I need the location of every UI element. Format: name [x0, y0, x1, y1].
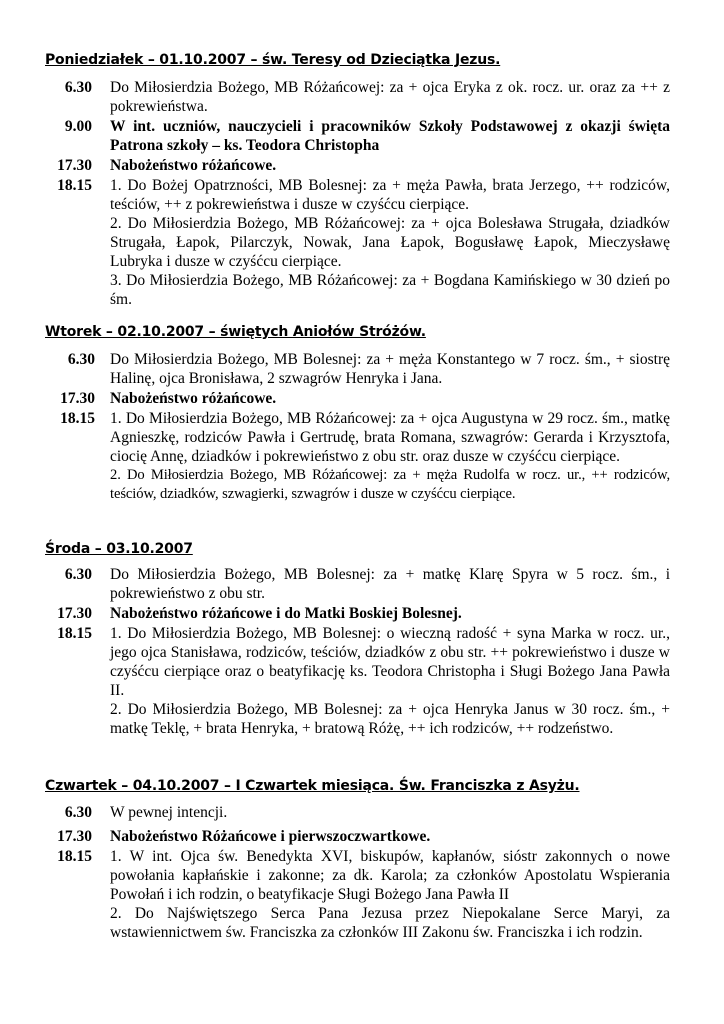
intention-text: 2. Do Miłosierdzia Bożego, MB Bolesnej: za + ojca Henryka Janus w 30 rocz. śm., + matkę Teklę, + brata Henryka, + bratową Różę, ++ ich rodziców, ++ rodzeństwo. — [110, 701, 670, 737]
intention-text: Nabożeństwo różańcowe. — [110, 157, 277, 174]
devotion-entry — [110, 827, 670, 846]
intention-text: 3. Do Miłosierdzia Bożego, MB Różańcowej: za + Bogdana Kamińskiego w 30 dzień po śm. — [110, 272, 670, 308]
devotion-entry — [110, 389, 670, 408]
devotion-entry — [110, 604, 670, 623]
intention-entry — [110, 565, 670, 603]
intention-entry — [110, 847, 670, 942]
day-heading-wednesday: Środa – 03.10.2007 — [45, 541, 193, 557]
intention-text: 1. W int. Ojca św. Benedykta XVI, biskupów, kapłanów, sióstr zakonnych o nowe powołania kapłańskie i zakonne; za dk. Karola; za członków Apostolatu Wspierania Powołań i ich rodzin, o beatyfikacje Sługi Bożego Jana Pawła II — [110, 848, 670, 903]
intention-text: W int. uczniów, nauczycieli i pracowników Szkoły Podstawowej z okazji święta Patrona szkoły – ks. Teodora Christopha — [110, 118, 670, 154]
intention-text: Do Miłosierdzia Bożego, MB Bolesnej: za + męża Konstantego w 7 rocz. śm., + siostrę Halinę, ojca Bronisława, 2 szwagrów Henryka i Jana. — [110, 351, 670, 387]
intention-entry — [110, 78, 670, 116]
time-label: 17.30 — [57, 605, 92, 622]
time-label: 18.15 — [57, 177, 92, 194]
devotion-entry — [110, 156, 670, 175]
time-label: 17.30 — [57, 828, 92, 845]
intention-text: 2. Do Miłosierdzia Bożego, MB Różańcowej: za + męża Rudolfa w rocz. ur., ++ rodziców, teściów, dziadków, szwagierki, szwagrów i dusze w czyśćcu cierpiące. — [110, 467, 670, 502]
day-heading-monday: Poniedziałek – 01.10.2007 – św. Teresy od Dzieciątka Jezus. — [45, 52, 501, 68]
intention-entry — [110, 803, 670, 822]
time-label: 6.30 — [64, 566, 92, 583]
intention-text: 1. Do Miłosierdzia Bożego, MB Bolesnej: o wieczną radość + syna Marka w rocz. ur., jego ojca Stanisława, rodziców, teściów, dziadków z obu str. ++ pokrewieństwo i dusze w czyśćcu cierpiące oraz o beatyfikację ks. Teodora Christopha i Sługi Bożego Jana Pawła II. — [110, 625, 670, 699]
intention-text: 2. Do Najświętszego Serca Pana Jezusa przez Niepokalane Serce Maryi, za wstawiennictwem św. Franciszka za członków III Zakonu św. Franciszka i ich rodzin. — [110, 905, 670, 941]
time-label: 18.15 — [57, 848, 92, 865]
day-heading-thursday: Czwartek – 04.10.2007 – I Czwartek miesiąca. Św. Franciszka z Asyżu. — [45, 778, 580, 794]
intention-text: 2. Do Miłosierdzia Bożego, MB Różańcowej: za + ojca Bolesława Strugała, dziadków Strugała, Łapok, Pilarczyk, Nowak, Jana Łapok, Bogusławę Łapok, Mieczysławę Lubryka i dusze w czyśćcu cierpiące. — [110, 215, 670, 270]
intention-entry — [110, 624, 670, 738]
intention-text: Do Miłosierdzia Bożego, MB Różańcowej: za + ojca Eryka z ok. rocz. ur. oraz za ++ z pokrewieństwa. — [110, 79, 670, 115]
time-label: 18.15 — [60, 410, 95, 427]
intention-entry — [110, 350, 670, 388]
intention-text: Nabożeństwo różańcowe i do Matki Boskiej Bolesnej. — [110, 605, 462, 622]
intention-entry — [110, 176, 670, 309]
time-label: 17.30 — [60, 390, 95, 407]
intention-text: Nabożeństwo Różańcowe i pierwszoczwartkowe. — [110, 828, 431, 845]
time-label: 6.30 — [67, 351, 95, 368]
intention-text: Do Miłosierdzia Bożego, MB Bolesnej: za + matkę Klarę Spyra w 5 rocz. śm., i pokrewieństwo z obu str. — [110, 566, 670, 602]
time-label: 6.30 — [64, 804, 92, 821]
intention-text: 1. Do Bożej Opatrzności, MB Bolesnej: za + męża Pawła, brata Jerzego, ++ rodziców, teściów, ++ z pokrewieństwa i dusze w czyśćcu cierpiące. — [110, 177, 670, 213]
time-label: 18.15 — [57, 625, 92, 642]
time-label: 9.00 — [64, 118, 92, 135]
time-label: 17.30 — [57, 157, 92, 174]
intention-text: W pewnej intencji. — [110, 804, 228, 821]
intention-entry — [110, 117, 670, 155]
day-heading-tuesday: Wtorek – 02.10.2007 – świętych Aniołów Stróżów. — [45, 324, 426, 340]
time-label: 6.30 — [64, 79, 92, 96]
intention-entry — [110, 409, 670, 504]
intention-text: 1. Do Miłosierdzia Bożego, MB Różańcowej: za + ojca Augustyna w 29 rocz. śm., matkę Agnieszkę, rodziców Pawła i Gertrudę, brata Romana, szwagrów: Gerarda i Krzysztofa, ciocię Annę, dziadków i pokrewieństwo z obu str. oraz dusze w czyśćcu cierpiące. — [110, 410, 670, 465]
intention-text: Nabożeństwo różańcowe. — [110, 390, 277, 407]
